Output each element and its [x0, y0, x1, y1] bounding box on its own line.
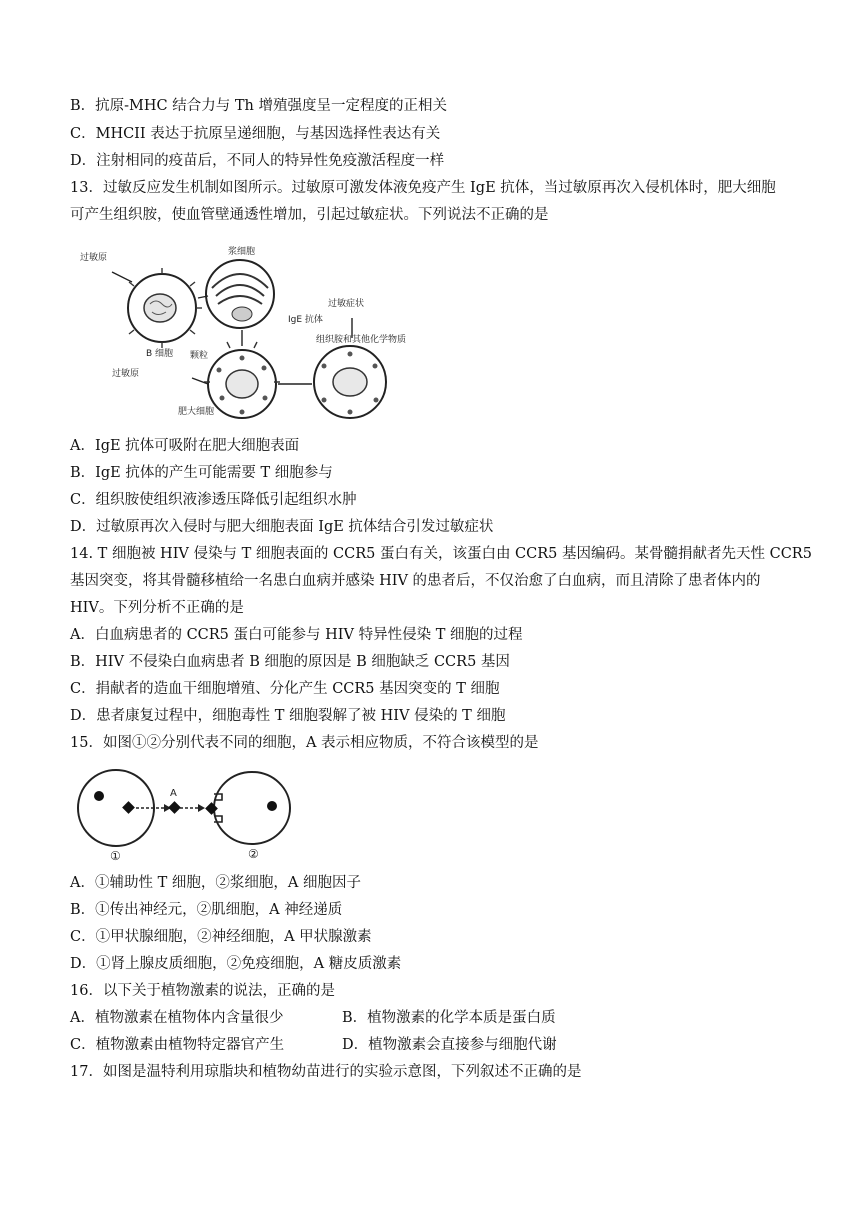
q15-stem: 15．如图①②分别代表不同的细胞，A 表示相应物质，不符合该模型的是 — [70, 735, 539, 751]
mast-cell-drawing — [204, 342, 280, 418]
q16-option-d: D．植物激素会直接参与细胞代谢 — [342, 1037, 557, 1053]
q14-stem-line-3: HIV。下列分析不正确的是 — [70, 600, 244, 616]
label-cell-2: ② — [248, 847, 259, 861]
label-ige-antibody: IgE 抗体 — [288, 315, 323, 325]
q16-stem: 16．以下关于植物激素的说法，正确的是 — [70, 983, 335, 999]
label-granule: 颗粒 — [190, 351, 209, 361]
q12-option-c: C．MHCII 表达于抗原呈递细胞，与基因选择性表达有关 — [70, 126, 441, 142]
plasma-cell-drawing — [206, 260, 274, 328]
label-allergen-top: 过敏原 — [80, 253, 108, 263]
q15-option-d: D．①肾上腺皮质细胞，②免疫细胞，A 糖皮质激素 — [70, 956, 402, 972]
q14-stem-line-1: 14. T 细胞被 HIV 侵染与 T 细胞表面的 CCR5 蛋白有关，该蛋白由 CCR5 基因编码。某骨髓捐献者先天性 CCR5 — [70, 546, 812, 562]
q14-option-b: B．HIV 不侵染白血病患者 B 细胞的原因是 B 细胞缺乏 CCR5 基因 — [70, 654, 510, 670]
label-cell-1: ① — [110, 849, 121, 863]
q13-option-a: A．IgE 抗体可吸附在肥大细胞表面 — [70, 438, 300, 454]
q13-stem-line-2: 可产生组织胺，使血管壁通透性增加，引起过敏症状。下列说法不正确的是 — [70, 207, 549, 223]
q13-option-b: B．IgE 抗体的产生可能需要 T 细胞参与 — [70, 465, 333, 481]
label-allergen-mid: 过敏原 — [112, 369, 140, 379]
q15-option-b: B．①传出神经元，②肌细胞，A 神经递质 — [70, 902, 343, 918]
label-b-cell: B 细胞 — [146, 349, 174, 359]
q13-option-c: C．组织胺使组织液渗透压降低引起组织水肿 — [70, 492, 357, 508]
q14-stem-line-2: 基因突变，将其骨髓移植给一名患白血病并感染 HIV 的患者后，不仅治愈了白血病，而且清除了患者体内的 — [70, 573, 761, 589]
b-cell-drawing — [128, 268, 202, 348]
label-histamine: 组织胺和其他化学物质 — [316, 335, 407, 345]
allergy-mechanism-figure — [72, 238, 432, 428]
q16-option-b: B．植物激素的化学本质是蛋白质 — [342, 1010, 556, 1026]
q17-stem: 17．如图是温特利用琼脂块和植物幼苗进行的实验示意图，下列叙述不正确的是 — [70, 1064, 582, 1080]
q15-option-a: A．①辅助性 T 细胞，②浆细胞，A 细胞因子 — [70, 875, 361, 891]
label-a: A — [170, 788, 177, 799]
label-mast-cell: 肥大细胞 — [178, 407, 215, 417]
label-plasma-cell: 浆细胞 — [228, 247, 256, 257]
cell-signaling-figure — [76, 768, 306, 864]
q14-option-a: A．白血病患者的 CCR5 蛋白可能参与 HIV 特异性侵染 T 细胞的过程 — [70, 627, 523, 643]
q13-stem-line-1: 13．过敏反应发生机制如图所示。过敏原可激发体液免疫产生 IgE 抗体，当过敏原再次入侵机体时，肥大细胞 — [70, 180, 776, 196]
q14-option-d: D．患者康复过程中，细胞毒性 T 细胞裂解了被 HIV 侵染的 T 细胞 — [70, 708, 506, 724]
q16-option-a: A．植物激素在植物体内含量很少 — [70, 1010, 284, 1026]
q16-option-c: C．植物激素由植物特定器官产生 — [70, 1037, 285, 1053]
q15-option-c: C．①甲状腺细胞，②神经细胞，A 甲状腺激素 — [70, 929, 372, 945]
label-allergy-symptoms: 过敏症状 — [328, 299, 365, 309]
degranulating-cell-drawing — [314, 346, 386, 418]
q14-option-c: C．捐献者的造血干细胞增殖、分化产生 CCR5 基因突变的 T 细胞 — [70, 681, 500, 697]
q12-option-d: D．注射相同的疫苗后，不同人的特异性免疫激活程度一样 — [70, 153, 445, 169]
q12-option-b: B．抗原-MHC 结合力与 Th 增殖强度呈一定程度的正相关 — [70, 98, 447, 114]
q13-option-d: D．过敏原再次入侵时与肥大细胞表面 IgE 抗体结合引发过敏症状 — [70, 519, 494, 535]
